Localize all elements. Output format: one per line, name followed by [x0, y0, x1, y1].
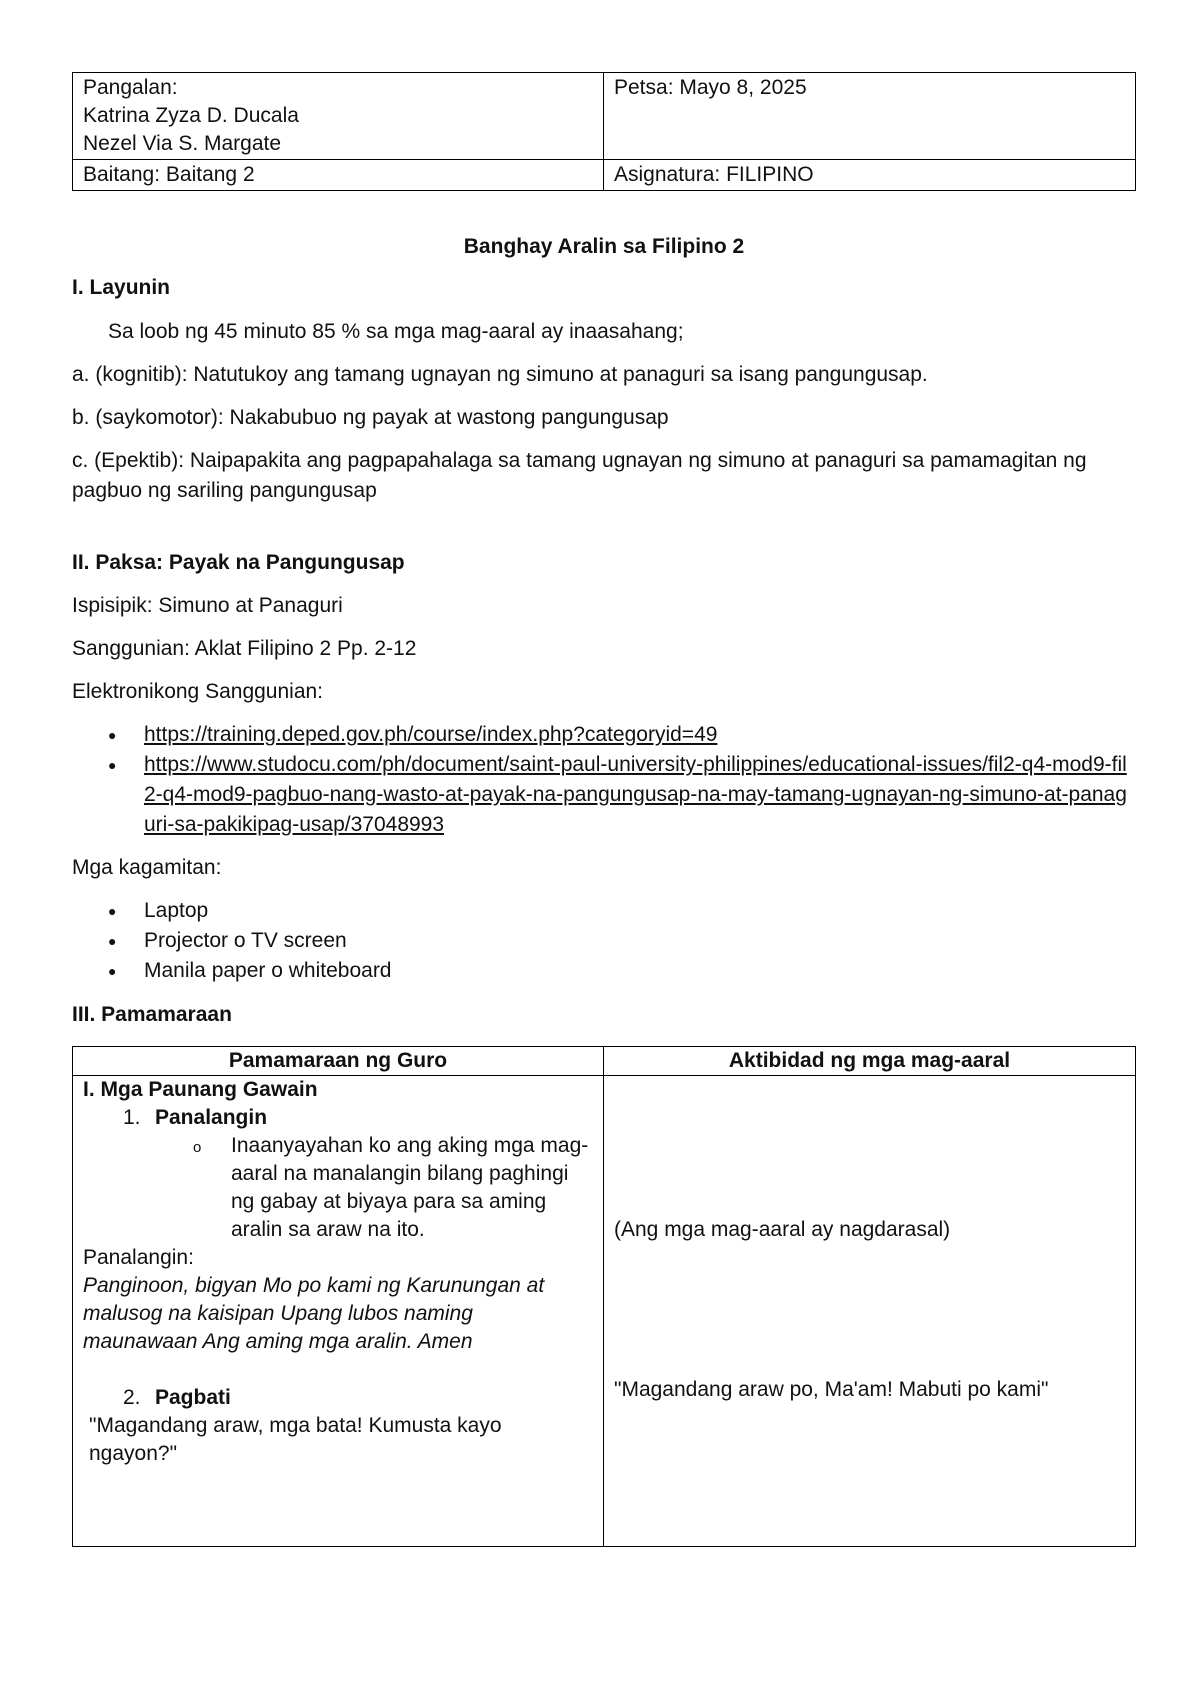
name-1: Katrina Zyza D. Ducala [83, 104, 299, 127]
step-2 [83, 1384, 593, 1412]
link-item [72, 750, 1136, 840]
step-2-title: Pagbati [155, 1386, 231, 1409]
kagamitan-item: ● Manila paper o whiteboard [72, 956, 1136, 986]
subject-cell: Asignatura: FILIPINO [604, 160, 1136, 191]
circle-bullet-icon: o [193, 1139, 202, 1156]
ispisipik: Ispisipik: Simuno at Panaguri [72, 594, 343, 617]
sanggunian: Sanggunian: Aklat Filipino 2 Pp. 2-12 [72, 637, 417, 660]
grade-cell: Baitang: Baitang 2 [73, 160, 604, 191]
prayer-label: Panalangin: [83, 1246, 194, 1269]
link-deped[interactable]: https://training.deped.gov.ph/course/index.php?categoryid=49 [144, 723, 718, 746]
step-1-desc: Inaanyayahan ko ang aking mga mag-aaral na manalangin bilang paghingi ng gabay at biyaya para sa aming aralin sa araw na ito. [231, 1134, 589, 1241]
teacher-cell [73, 1076, 604, 1547]
pamamaraan-heading: III. Pamamaraan [72, 1003, 232, 1026]
date-cell: Petsa: Mayo 8, 2025 [604, 73, 1136, 160]
student-greeting: "Magandang araw po, Ma'am! Mabuti po kami" [614, 1378, 1049, 1401]
step-2-number: 2. [123, 1386, 141, 1409]
layunin-heading: I. Layunin [72, 276, 171, 299]
elektronikong-label: Elektronikong Sanggunian: [72, 680, 324, 703]
links-list [72, 720, 1136, 840]
objective-a: a. (kognitib): Natutukoy ang tamang ugnayan ng simuno at panaguri sa isang pangungusap. [72, 363, 928, 386]
section-title: I. Mga Paunang Gawain [83, 1078, 318, 1101]
col-header-aaral: Aktibidad ng mga mag-aaral [604, 1047, 1136, 1076]
step-1-number: 1. [123, 1106, 141, 1129]
procedure-table [72, 1046, 1136, 1547]
name-cell [73, 73, 604, 160]
kagamitan-list [72, 896, 1136, 986]
greeting-text: "Magandang araw, mga bata! Kumusta kayo ngayon?" [89, 1414, 502, 1465]
kagamitan-label: Mga kagamitan: [72, 856, 222, 879]
info-table [72, 72, 1136, 191]
document-title: Banghay Aralin sa Filipino 2 [463, 235, 745, 258]
link-studocu[interactable]: https://www.studocu.com/ph/document/saint-paul-university-philippines/educational-issues/fil2-q4-mod9-fil2-q4-mod9-pagbuo-nang-wasto-at-payak-na-pangungusap-na-may-tamang-ugnayan-ng-simuno-at-panaguri-sa-pakikipag-usap/37048993 [144, 753, 1127, 836]
col-header-guro: Pamamaraan ng Guro [73, 1047, 604, 1076]
paksa-heading: II. Paksa: Payak na Pangungusap [72, 551, 405, 574]
objective-c: c. (Epektib): Naipapakita ang pagpapahalaga sa tamang ugnayan ng simuno at panaguri sa pamamagitan ng pagbuo ng sariling pangungusap [72, 449, 1087, 502]
prayer-text: Panginoon, bigyan Mo po kami ng Karunungan at malusog na kaisipan Upang lubos naming maunawaan Ang aming mga aralin. Amen [83, 1274, 545, 1353]
step-1-desc-item [83, 1132, 593, 1244]
step-1-title: Panalangin [155, 1106, 268, 1129]
lesson-plan-page [72, 72, 1136, 1547]
layunin-intro: Sa loob ng 45 minuto 85 % sa mga mag-aaral ay inaasahang; [108, 320, 684, 343]
student-prayer: (Ang mga mag-aaral ay nagdarasal) [614, 1218, 951, 1241]
objective-b: b. (saykomotor): Nakabubuo ng payak at wastong pangungusap [72, 406, 669, 429]
kagamitan-item: ● Projector o TV screen [72, 926, 1136, 956]
student-cell [604, 1076, 1136, 1547]
link-item [72, 720, 1136, 750]
name-2: Nezel Via S. Margate [83, 132, 282, 155]
name-label: Pangalan: [83, 76, 178, 99]
step-1 [83, 1104, 593, 1132]
kagamitan-item: ● Laptop [72, 896, 1136, 926]
